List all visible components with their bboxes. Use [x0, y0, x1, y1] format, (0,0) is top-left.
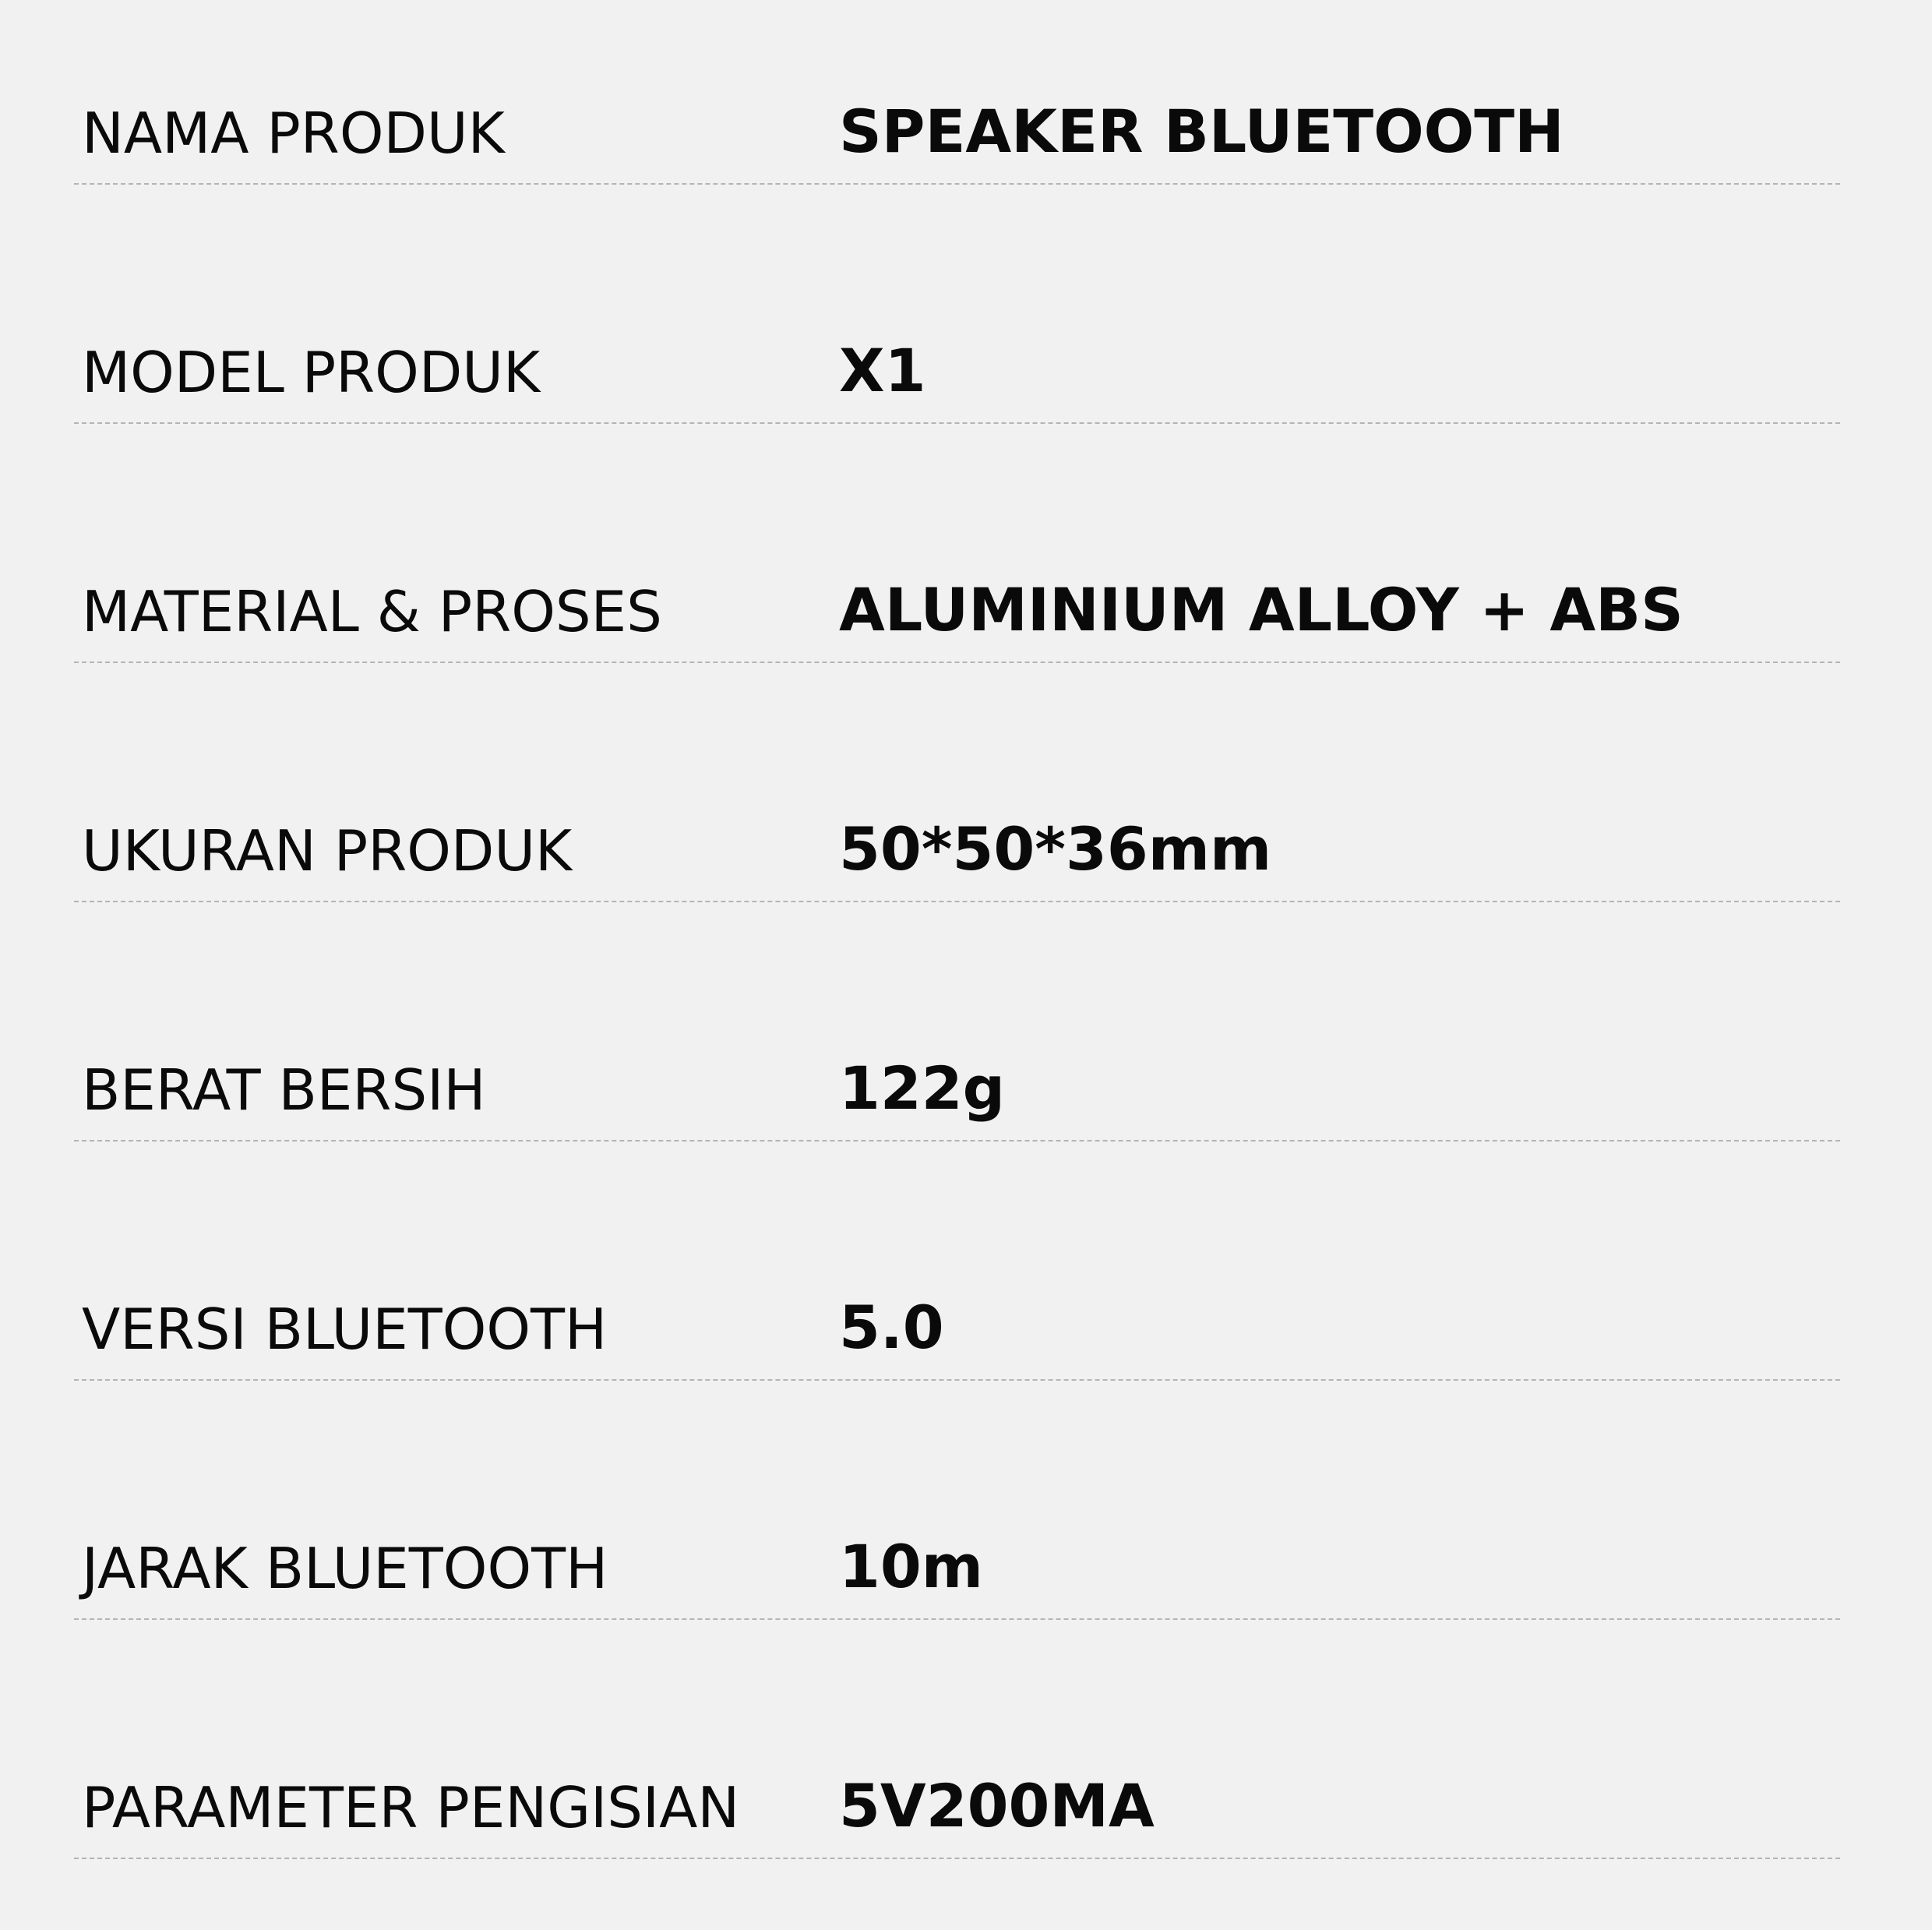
spec-label: VERSI BLUETOOTH — [82, 1297, 608, 1362]
spec-label: MATERIAL & PROSES — [82, 579, 662, 644]
spec-value: 122g — [839, 1053, 1006, 1123]
spec-value: 5V200MA — [839, 1771, 1155, 1840]
spec-label: PARAMETER PENGISIAN — [82, 1775, 740, 1840]
spec-row-bluetooth-version — [74, 1141, 1840, 1381]
spec-row-bluetooth-range — [74, 1381, 1840, 1620]
spec-value: X1 — [839, 336, 926, 405]
spec-row-size — [74, 663, 1840, 902]
spec-value: SPEAKER BLUETOOTH — [839, 97, 1564, 166]
spec-value: 10m — [839, 1532, 983, 1601]
spec-row-material — [74, 424, 1840, 663]
spec-row-net-weight — [74, 902, 1840, 1141]
spec-label: JARAK BLUETOOTH — [82, 1536, 608, 1601]
spec-row-product-name — [74, 0, 1840, 185]
spec-value: 5.0 — [839, 1293, 944, 1362]
spec-table — [74, 0, 1840, 1859]
spec-row-charging-parameter — [74, 1620, 1840, 1859]
spec-label: NAMA PRODUK — [82, 101, 505, 166]
spec-value: ALUMINIUM ALLOY + ABS — [839, 575, 1683, 644]
spec-label: BERAT BERSIH — [82, 1057, 486, 1123]
spec-label: UKURAN PRODUK — [82, 818, 573, 884]
spec-row-product-model — [74, 185, 1840, 424]
spec-label: MODEL PRODUK — [82, 340, 541, 405]
spec-value: 50*50*36mm — [839, 814, 1272, 884]
